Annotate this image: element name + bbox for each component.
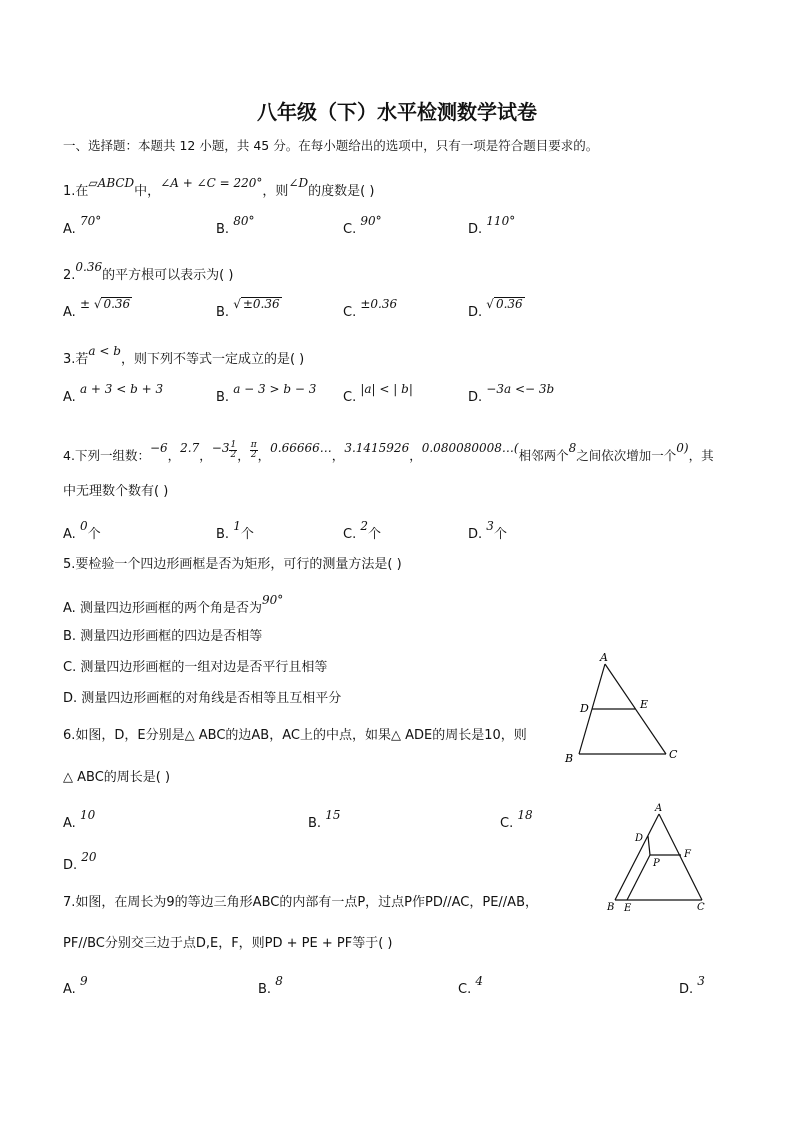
q3-option-b[interactable] [216,382,317,405]
option-label: D. [63,691,78,706]
option-unit: 个 [368,527,382,542]
option-label: A. [63,982,76,997]
option-value: a + 3 < b + 3 [79,382,164,396]
q7-line-2: PF//BC分别交三边于点D,E，F，则PD + PE + PF等于( ) [63,936,393,951]
option-value: 测量四边形画框的一组对边是否平行且相等 [80,660,328,675]
option-label: C. [343,222,357,237]
q3-option-c[interactable] [343,382,413,405]
q1-option-a[interactable] [63,214,102,237]
q1-text-3: ，则 [262,184,289,199]
page-title: 八年级（下）水平检测数学试卷 [257,100,537,124]
q4-number-item: 2.7 [180,441,200,455]
q4-number-item: 0.080080008…( [421,441,519,455]
label-b: B [565,752,574,765]
option-value: 18 [517,808,533,822]
fraction-numerator: 1 [230,440,237,450]
label-a: A [655,803,663,814]
label-d: D [580,702,589,715]
q4-comma: ， [167,448,181,463]
option-math: 90° [261,593,284,607]
option-value: 20 [81,850,97,864]
q3-text-2: ，则下列不等式一定成立的是( ) [120,352,305,367]
question-7: 7.如图，在周长为9的等边三角形ABC的内部有一点P，过点P作PD//AC，PE//AB， [63,895,538,910]
q4-option-b[interactable] [216,519,254,542]
q4-comma: ， [237,448,250,463]
option-label: D. [63,858,78,873]
option-value: |a| < | b| [360,382,413,396]
q6-option-b[interactable] [308,808,341,831]
q4-option-c[interactable] [343,519,382,542]
q7-option-c[interactable] [458,974,483,997]
q1-number: 1. [63,184,76,199]
option-label: C. [343,390,357,405]
q1-math-1: ▱ABCD [88,176,135,190]
q3-option-a[interactable] [63,382,164,405]
q2-option-b[interactable]: B. √ ±0.36 [216,297,280,320]
option-prefix: ± [79,297,90,311]
option-label: A. [63,390,76,405]
q7-option-a[interactable] [63,974,88,997]
option-value: 测量四边形画框的两个角是否为 [79,601,262,616]
option-value: 110° [486,214,516,228]
section-heading: 一、选择题：本题共 12 小题，共 45 分。在每小题给出的选项中，只有一项是符合题目要求的。 [63,138,599,153]
q1-option-c[interactable] [343,214,382,237]
q7-option-d[interactable] [679,974,705,997]
option-label: D. [468,390,483,405]
option-value: 90° [360,214,382,228]
label-p: P [653,858,660,869]
option-value: 测量四边形画框的四边是否相等 [80,629,263,644]
option-value: 0 [79,519,88,533]
q4-number-item: 3.1415926 [344,441,410,455]
option-label: B. [216,527,230,542]
fraction-denominator: 2 [230,450,237,460]
label-b: B [607,902,615,913]
q4-line-2: 中无理数个数有( ) [63,484,169,499]
q1-math-2: ∠A + ∠C = 220° [160,176,263,190]
option-value: 0.36 [495,297,523,311]
option-label: B. [308,816,322,831]
question-6: 6.如图，D，E分别是△ ABC的边AB，AC上的中点，如果△ ADE的周长是10，则 [63,728,527,743]
q4-text-2: 相邻两个 [518,448,569,463]
q4-math-8: 8 [568,441,577,455]
option-label: A. [63,527,76,542]
q1-text-1: 在 [75,184,89,199]
q2-math-1: 0.36 [75,260,103,274]
option-value: 4 [475,974,483,988]
label-c: C [697,902,705,913]
question-4 [63,440,714,466]
q6-option-a[interactable] [63,808,96,831]
q2-text-1: 的平方根可以表示为( ) [102,268,234,283]
option-value: 10 [79,808,96,822]
option-label: A. [63,601,76,616]
option-label: C. [343,305,357,320]
option-label: B. [63,629,77,644]
option-label: D. [468,527,483,542]
option-value: −3a <− 3b [486,382,555,396]
option-value: 3 [697,974,705,988]
q4-number-item: 0.66666… [270,441,332,455]
q1-option-d[interactable] [468,214,516,237]
q1-math-3: ∠D [288,176,309,190]
option-label: D. [468,305,483,320]
option-value: 1 [233,519,241,533]
q4-comma: ， [199,448,212,463]
segment-pd [648,836,650,855]
q3-math-1: a < b [88,344,121,358]
option-label: D. [468,222,483,237]
q6-option-d[interactable] [63,850,97,873]
option-value: 2 [360,519,368,533]
q6-option-c[interactable] [500,808,533,831]
option-unit: 个 [240,527,254,542]
q3-text-1: 若 [75,352,89,367]
q6-line-2: △ ABC的周长是( ) [63,770,171,785]
option-label: C. [343,527,357,542]
q2-option-a[interactable]: A. ± √ 0.36 [63,297,131,320]
q4-number-item: −6 [149,441,168,455]
q4-number: 4. [63,448,75,463]
q2-option-c[interactable] [343,297,398,320]
q4-fraction-2 [250,441,258,460]
q3-number: 3. [63,352,76,367]
option-value: 80° [233,214,255,228]
option-label: A. [63,222,76,237]
q4-math-0: 0) [676,441,689,455]
q2-number: 2. [63,268,76,283]
option-label: C. [63,660,77,675]
option-value: 0.36 [103,297,131,311]
option-label: A. [63,305,76,320]
q3-option-d[interactable] [468,382,555,405]
option-label: B. [216,305,230,320]
q1-option-b[interactable] [216,214,255,237]
option-value: 70° [79,214,102,228]
q4-text-3: 之间依次增加一个 [576,448,677,463]
option-value: 9 [79,974,88,988]
triangle-ade-figure [560,648,690,770]
q5-option-c[interactable] [63,656,327,675]
option-unit: 个 [493,527,507,542]
q5-option-a[interactable] [63,593,284,616]
equilateral-triangle-figure [600,798,720,918]
q1-text-2: 中， [134,184,161,199]
label-d: D [635,833,644,844]
option-unit: 个 [87,527,101,542]
segment-pe [627,855,650,900]
q4-text-1: 下列一组数： [74,448,150,463]
label-f: F [684,849,691,860]
q5-option-b[interactable] [63,625,262,644]
option-label: B. [258,982,272,997]
q4-number-item: −3 [211,441,230,455]
option-value: a − 3 > b − 3 [233,382,317,396]
q4-comma: ， [331,448,345,463]
option-value: 3 [486,519,494,533]
label-c: C [669,748,678,761]
option-value: ±0.36 [242,297,280,311]
option-label: B. [216,222,230,237]
question-3 [63,344,305,367]
option-value: ±0.36 [360,297,398,311]
label-a: A [600,651,608,664]
fraction-denominator: 2 [250,450,257,460]
q1-text-4: 的度数是( ) [308,184,375,199]
side-ac [659,814,702,900]
q5-option-d[interactable] [63,687,341,706]
q2-option-d[interactable]: D. √ 0.36 [468,297,523,320]
label-e: E [624,903,632,914]
q4-option-d[interactable] [468,519,507,542]
question-1 [63,176,375,199]
q7-option-b[interactable] [258,974,283,997]
side-ab [615,814,659,900]
option-label: C. [500,816,514,831]
option-label: B. [216,390,230,405]
label-e: E [640,698,649,711]
option-label: D. [679,982,694,997]
q4-text-4: ，其 [688,448,714,463]
question-2 [63,260,234,283]
fraction-numerator: π [250,440,257,450]
option-value: 8 [275,974,283,988]
q4-option-a[interactable] [63,519,101,542]
option-value: 15 [325,808,341,822]
q4-comma: ， [257,448,271,463]
option-label: A. [63,816,76,831]
q4-comma: ， [409,448,422,463]
question-5: 5.要检验一个四边形画框是否为矩形，可行的测量方法是( ) [63,557,402,572]
q4-fraction-1 [229,441,237,460]
option-value: 测量四边形画框的对角线是否相等且互相平分 [81,691,342,706]
option-label: C. [458,982,472,997]
